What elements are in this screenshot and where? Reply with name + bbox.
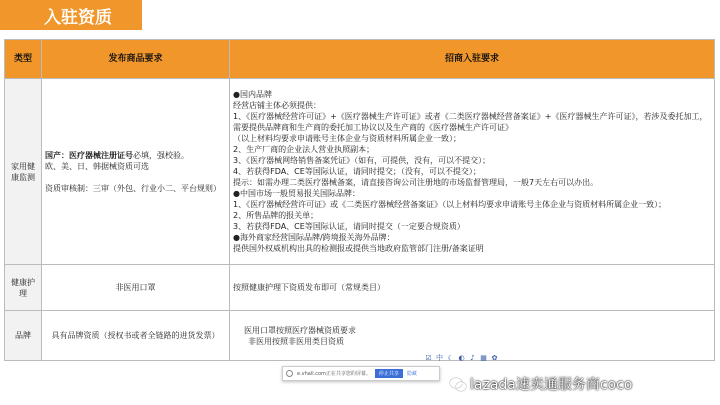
merchant-line: 2、所售品牌的报关单； [233, 211, 319, 220]
header-type: 类型 [5, 40, 42, 79]
merchant-line: ●国内品牌 [233, 90, 272, 99]
header-merchant-requirement: 招商入驻要求 [230, 40, 715, 79]
merchant-line: （以上材料均要求申请账号主体企业与资质材料所属企业一致）； [233, 134, 461, 143]
merchant-line: 医用口罩按照医疗器械资质要求 [244, 325, 356, 335]
screen-share-bar [282, 366, 440, 381]
row-category: 健康护理 [5, 265, 42, 311]
row-category: 品牌 [5, 311, 42, 361]
checkbox-icon[interactable]: ☑ [425, 354, 432, 362]
grid-icon[interactable]: ▦ [480, 354, 487, 362]
audio-icon[interactable]: ♪ [470, 354, 475, 362]
merchant-line: 1、《医疗器械经营许可证》+《医疗器械生产许可证》或者《二类医疗器械经营备案证》+《医疗器械生产许可证》，若涉及委托加工，需要提供品牌商和生产商的委托加工协议以及生产商的《医疗器械生产许可证》 [233, 112, 708, 132]
merchant-line: 提供国外权威机构出具的检测报或提供当地政府监管部门注册/备案证明 [233, 244, 484, 253]
settings-icon[interactable]: ✿ [491, 354, 498, 362]
moon-icon[interactable]: ☾ [447, 354, 454, 362]
section-title: 入驻资质 [44, 7, 112, 28]
stop-sharing-button[interactable]: 停止共享 [375, 369, 403, 378]
merchant-line: ●海外商家经营国际品牌/跨境报关海外品牌： [233, 233, 395, 242]
table-header-row [5, 40, 715, 79]
merchant-line: 经营店铺主体必须提供： [233, 101, 321, 110]
merchant-line: 3、《医疗器械网络销售备案凭证》（如有，可提供，没有，可以不提交）； [233, 156, 491, 165]
merchant-line: 提示：如需办理二类医疗器械备案，请直接咨询公司注册地的市场监督管理局，一般7天左右可以办出。 [233, 178, 599, 187]
merchant-line: 3、若获得FDA、CE等国际认证，请同时提交（一定要合规资质） [233, 222, 465, 231]
row-category: 家用健康监测 [5, 79, 42, 265]
merchant-requirement-cell [230, 79, 715, 265]
qualification-table [4, 39, 715, 361]
watermark [450, 374, 632, 394]
merchant-requirement-cell: 按照健康护理下资质发布即可（常规类目） [230, 265, 715, 311]
goods-line: 欧、美、日、韩据械资质可选 [45, 161, 149, 171]
share-bar-text: e.vhall.com正在共享您的屏幕。 [297, 371, 371, 377]
contrast-icon[interactable]: ◐ [458, 354, 465, 362]
share-status-icon [286, 370, 293, 377]
hide-button[interactable]: 隐藏 [406, 371, 417, 377]
table-row [5, 265, 715, 311]
goods-requirement-cell: 具有品牌资质（授权书或者全链路的进货发票） [42, 311, 230, 361]
goods-line [45, 172, 226, 183]
wechat-icon [450, 377, 466, 391]
merchant-line: 1、《医疗器械经营许可证》或《二类医疗器械经营备案证》（以上材料均要求申请账号主体企业与资质材料所属企业一致）； [233, 200, 667, 209]
goods-requirement-cell: 非医用口罩 [42, 265, 230, 311]
merchant-line: 2、生产厂商的企业法人营业执照副本； [233, 145, 375, 154]
goods-line: 资质审核制：三审（外包、行业小二、平台规则） [45, 183, 221, 193]
annotation-toolbar [424, 352, 499, 364]
table-row [5, 79, 715, 265]
table-row [5, 311, 715, 361]
header-goods-requirement: 发布商品要求 [42, 40, 230, 79]
watermark-text: lazada速卖通服务商coco [470, 377, 633, 393]
merchant-line: 4、若获得FDA、CE等国际认证，请同时提交；（没有，可以不提交）； [233, 167, 481, 176]
merchant-line: ●中国市场一般贸易报关国际品牌： [233, 189, 360, 198]
section-title-tab [0, 0, 142, 30]
goods-requirement-cell [42, 79, 230, 265]
goods-line: 国产：医疗器械注册证号必填，强校验。 [45, 150, 189, 160]
language-icon[interactable]: 中 [436, 354, 443, 362]
merchant-line: 非医用按照非医用类目资质 [248, 336, 344, 346]
